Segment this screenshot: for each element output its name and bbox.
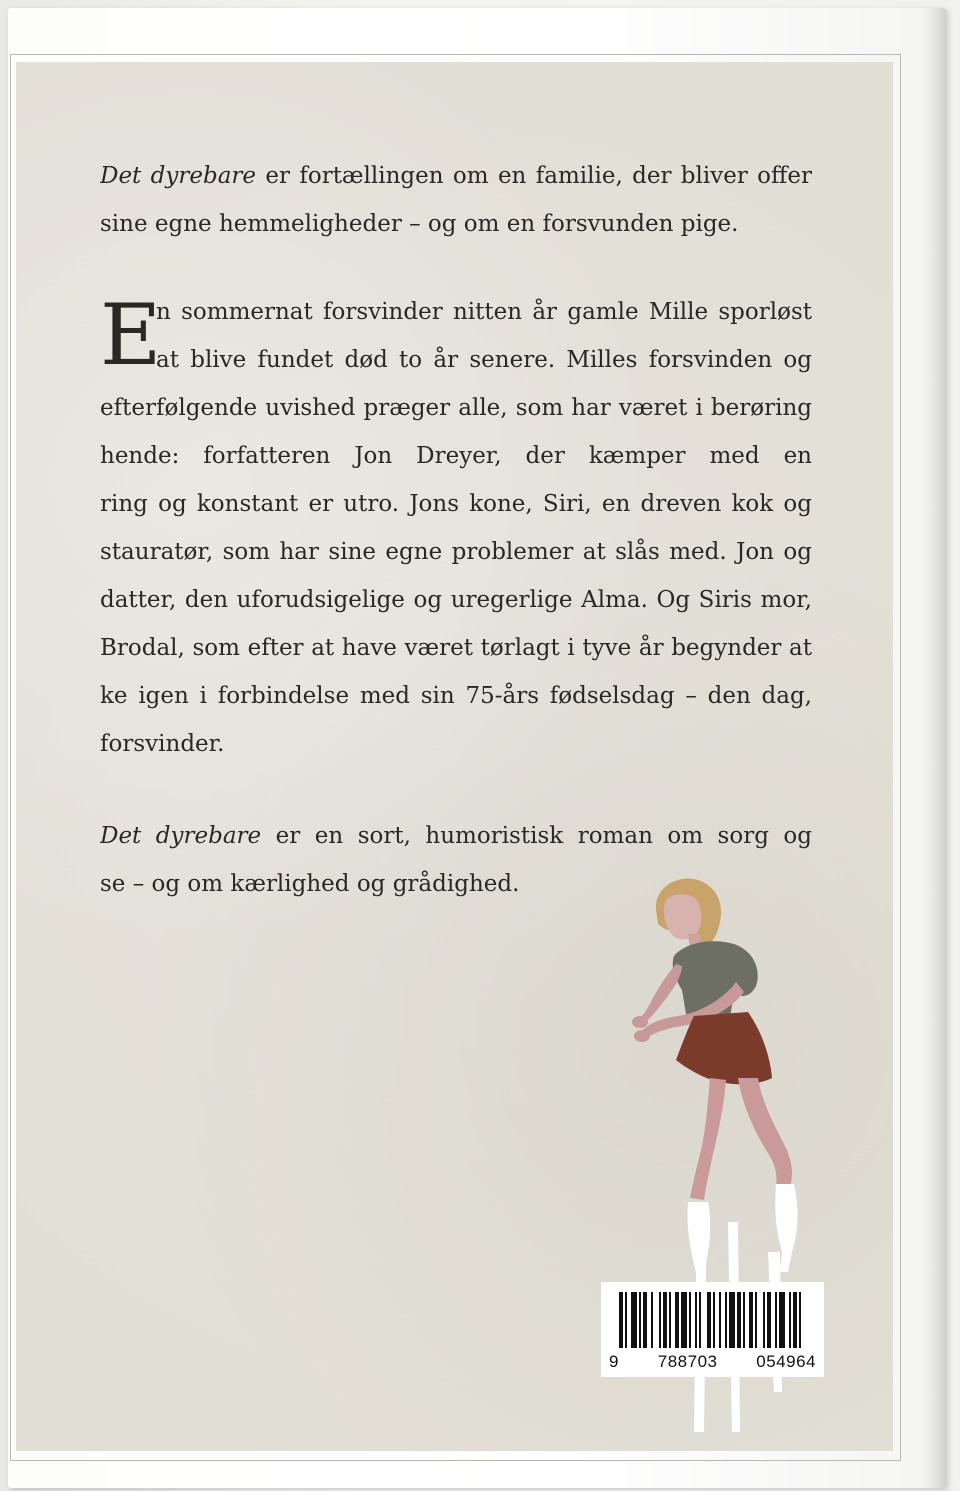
barcode-bar: [775, 1292, 777, 1348]
summary-line: ring og konstant er utro. Jons kone, Siri, en dreven kok og: [100, 491, 812, 517]
summary-line: stauratør, som har sine egne problemer at slås med. Jon og: [100, 539, 812, 565]
barcode-bar: [789, 1292, 791, 1348]
barcode-group-2: 054964: [756, 1352, 816, 1371]
barcode-bar: [699, 1292, 701, 1348]
closing-line-2: se – og om kærlighed og grådighed.: [100, 871, 520, 897]
barcode-bar: [779, 1292, 785, 1348]
book-title-italic: Det dyrebare: [100, 823, 262, 849]
barcode-bar: [799, 1292, 801, 1348]
barcode-bar: [755, 1292, 757, 1348]
barcode-bar: [767, 1292, 771, 1348]
summary-line: datter, den uforudsigelige og uregerlige Alma. Og Siris mor,: [100, 587, 812, 613]
barcode-bar: [689, 1292, 691, 1348]
isbn-barcode: [601, 1282, 824, 1377]
drop-cap: E: [100, 286, 162, 384]
barcode-bar: [681, 1292, 687, 1348]
intro-line-1: [100, 152, 812, 200]
barcode-bar: [651, 1292, 653, 1348]
hand-shape: [634, 1030, 650, 1042]
summary-line: forsvinder.: [100, 731, 225, 757]
summary-line: n sommernat forsvinder nitten år gamle Mille sporløst: [156, 299, 812, 325]
summary-line: efterfølgende uvished præger alle, som har været i berøring: [100, 395, 812, 421]
book-back-cover: [8, 8, 946, 1488]
barcode-bar: [619, 1292, 623, 1348]
summary-paragraph: [100, 288, 812, 768]
barcode-bar: [625, 1292, 627, 1348]
barcode-bar: [725, 1292, 727, 1348]
left-arm-shape: [640, 964, 682, 1022]
face-shape: [664, 894, 702, 939]
barcode-bar: [749, 1292, 753, 1348]
barcode-bar: [729, 1292, 735, 1348]
barcode-bar: [643, 1292, 647, 1348]
intro-line-1-rest: er fortællingen om en familie, der bliver offer: [265, 163, 812, 189]
barcode-bar: [707, 1292, 711, 1348]
barcode-bar: [639, 1292, 641, 1348]
barcode-bar: [675, 1292, 679, 1348]
barcode-bar: [631, 1292, 637, 1348]
intro-line-2: sine egne hemmeligheder – og om en forsvunden pige.: [100, 211, 739, 237]
barcode-group-1: 788703: [657, 1352, 718, 1371]
barcode-bar: [743, 1292, 745, 1348]
summary-line: hende: forfatteren Jon Dreyer, der kæmper med en: [100, 443, 812, 469]
barcode-bar: [763, 1292, 765, 1348]
left-leg-shape: [690, 1078, 726, 1200]
hand-shape: [632, 1016, 648, 1028]
barcode-bar: [793, 1292, 797, 1348]
summary-line: ke igen i forbindelse med sin 75-års fødselsdag – den dag,: [100, 683, 812, 709]
barcode-bars: [601, 1282, 824, 1352]
book-title-italic: Det dyrebare: [100, 163, 257, 189]
barcode-lead-digit: 9: [609, 1352, 619, 1371]
intro-paragraph: [100, 152, 812, 248]
barcode-bar: [695, 1292, 697, 1348]
barcode-bar: [659, 1292, 661, 1348]
barcode-digits: [601, 1352, 824, 1372]
cover-panel: [16, 62, 893, 1451]
closing-line-1-rest: er en sort, humoristisk roman om sorg og: [275, 823, 812, 849]
barcode-bar: [719, 1292, 721, 1348]
closing-line-1: [100, 812, 812, 860]
summary-line: Brodal, som efter at have været tørlagt i tyve år begynder at: [100, 635, 812, 661]
barcode-bar: [737, 1292, 741, 1348]
barcode-bar: [713, 1292, 715, 1348]
barcode-bar: [669, 1292, 671, 1348]
right-leg-shape: [738, 1078, 792, 1186]
book-spine-edge: [920, 8, 946, 1488]
summary-line: at blive fundet død to år senere. Milles forsvinden og: [156, 347, 812, 373]
barcode-bar: [663, 1292, 667, 1348]
